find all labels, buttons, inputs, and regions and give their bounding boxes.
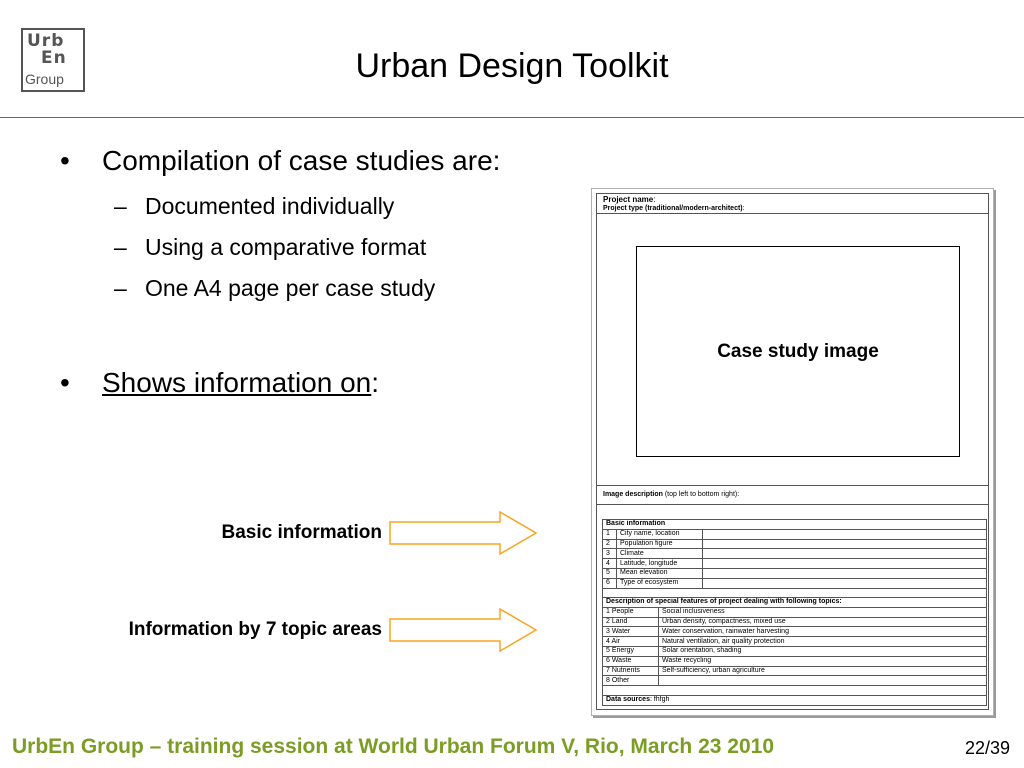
bullet-glyph: • <box>60 367 70 398</box>
table-row <box>603 607 987 617</box>
image-description-label: Image description <box>603 491 663 498</box>
project-type-label: Project type (traditional/modern-architect) <box>603 205 743 212</box>
template-header <box>597 194 988 214</box>
topic-name: 5 Energy <box>603 646 659 656</box>
table-row <box>603 549 987 559</box>
row-number: 5 <box>603 568 617 578</box>
underlined-text: Shows information on <box>102 367 372 398</box>
row-value <box>703 578 987 588</box>
table-row <box>603 627 987 637</box>
page-number: 22/39 <box>964 738 1010 758</box>
bullet-glyph: • <box>60 145 70 176</box>
topic-name: 2 Land <box>603 617 659 627</box>
topic-description: Solar orientation, shading <box>659 646 987 656</box>
image-description <box>597 485 988 505</box>
basic-information-table <box>602 519 987 598</box>
data-sources-value: : fhfgh <box>649 696 670 704</box>
topic-name: 8 Other <box>603 676 659 686</box>
topic-description: Natural ventilation, air quality protection <box>659 637 987 647</box>
case-study-template <box>591 188 994 716</box>
table-row <box>603 568 987 578</box>
topic-name: 4 Air <box>603 637 659 647</box>
dash-glyph: – <box>114 275 127 301</box>
topic-description <box>659 676 987 686</box>
dash-glyph: – <box>114 193 127 219</box>
topics-header: Description of special features of project dealing with following topics: <box>603 598 987 608</box>
row-value <box>703 529 987 539</box>
sub-item-text: Documented individually <box>145 193 395 219</box>
sub-item-text: One A4 page per case study <box>145 275 436 301</box>
project-type-colon: : <box>742 205 745 212</box>
basic-information-header: Basic information <box>603 520 987 530</box>
row-number: 6 <box>603 578 617 588</box>
table-row <box>603 676 987 686</box>
table-row <box>603 646 987 656</box>
topic-description: Urban density, compactness, mixed use <box>659 617 987 627</box>
data-sources-label: Data sources <box>606 696 650 704</box>
row-label: Climate <box>617 549 703 559</box>
row-value <box>703 568 987 578</box>
row-number: 2 <box>603 539 617 549</box>
topic-areas-label: Information by 7 topic areas <box>128 619 382 640</box>
row-value <box>703 539 987 549</box>
topic-name: 6 Waste <box>603 656 659 666</box>
topic-name: 7 Nutrients <box>603 666 659 676</box>
row-number: 3 <box>603 549 617 559</box>
table-row <box>603 559 987 569</box>
row-number: 1 <box>603 529 617 539</box>
bullet-compilation-text: Compilation of case studies are: <box>102 145 501 176</box>
topic-description: Social inclusiveness <box>659 607 987 617</box>
logo-line-3: Group <box>25 71 64 87</box>
sub-item-text: Using a comparative format <box>145 234 427 260</box>
topic-name: 1 People <box>603 607 659 617</box>
table-row <box>603 539 987 549</box>
case-study-image-placeholder: Case study image <box>636 246 960 457</box>
row-number: 4 <box>603 559 617 569</box>
topics-table <box>602 597 987 706</box>
table-row <box>603 695 987 705</box>
colon-text: : <box>371 367 380 398</box>
logo-line-2: En <box>41 48 67 68</box>
row-label: Type of ecosystem <box>617 578 703 588</box>
table-row <box>603 686 987 696</box>
arrow-right-icon <box>388 510 540 556</box>
empty-cell <box>603 686 987 696</box>
logo-line-1: Urb <box>27 31 65 51</box>
table-row <box>603 666 987 676</box>
project-name-label: Project name <box>603 195 654 204</box>
footer-text: UrbEn Group – training session at World Urban Forum V, Rio, March 23 2010 <box>12 735 774 758</box>
table-row <box>603 617 987 627</box>
dash-glyph: – <box>114 234 127 260</box>
bullet-shows-information-text <box>102 365 379 401</box>
project-name-colon: : <box>653 195 656 204</box>
topic-description: Self-sufficiency, urban agriculture <box>659 666 987 676</box>
slide-title: Urban Design Toolkit <box>355 47 669 85</box>
topic-description: Waste recycling <box>659 656 987 666</box>
row-label: Population figure <box>617 539 703 549</box>
arrow-right-icon <box>388 607 540 653</box>
table-row <box>603 529 987 539</box>
image-description-text: (top left to bottom right): <box>662 491 740 498</box>
basic-information-label: Basic information <box>221 522 382 543</box>
row-label: Latitude, longitude <box>617 559 703 569</box>
data-sources <box>603 695 987 705</box>
table-row <box>603 578 987 588</box>
table-row <box>603 656 987 666</box>
table-row <box>603 637 987 647</box>
topic-name: 3 Water <box>603 627 659 637</box>
row-value <box>703 559 987 569</box>
row-label: City name, location <box>617 529 703 539</box>
title-divider <box>0 117 1024 118</box>
topic-description: Water conservation, rainwater harvesting <box>659 627 987 637</box>
row-value <box>703 549 987 559</box>
row-label: Mean elevation <box>617 568 703 578</box>
